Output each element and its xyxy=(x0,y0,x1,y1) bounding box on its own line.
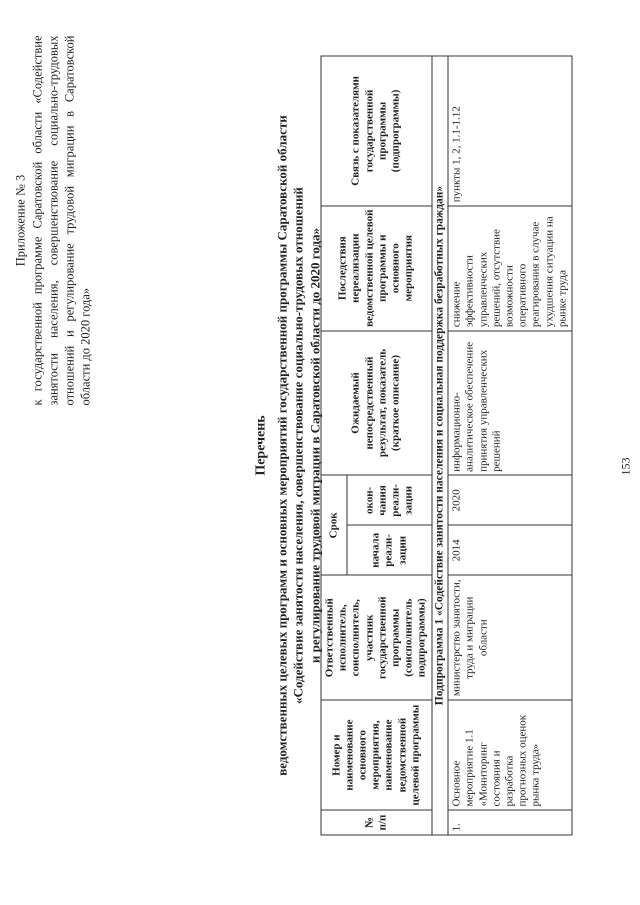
appendix-note xyxy=(12,35,93,405)
page-number: 153 xyxy=(618,457,632,475)
header-name: Номер и наименование основного мероприятия, наименование ведомственной целевой программы xyxy=(321,700,432,810)
header-row xyxy=(321,56,347,835)
appendix-text: к государственной программе Саратовской области «Содействие занятости населения, совершенствование социально-трудовых отношений и регулирование трудовой миграции в Саратовской области до 2020 года» xyxy=(30,35,92,405)
header-start: начала реали-зации xyxy=(347,525,431,575)
header-link: Связь с показателями государственной программы (подпрограммы) xyxy=(321,56,432,206)
row-consequences: снижение эффективности управленческих решений, отсутствие возможности оперативного реагирования в случае ухудшения ситуации на рынке труда xyxy=(448,205,572,330)
title-line-1: ведомственных целевых программ и основных мероприятий государственной программы Саратовской области xyxy=(273,114,289,776)
title-line-3: и регулирование трудовой миграции в Саратовской области до 2020 года» xyxy=(306,227,322,663)
subprogram-title: Подпрограмма 1 «Содействие занятости населения и социальная поддержка безработных граждан» xyxy=(431,56,448,835)
subprogram-row xyxy=(431,56,448,835)
header-consequences: Последствия нереализации ведомственной целевой программы и основного мероприятия xyxy=(321,205,432,330)
appendix-heading: Приложение № 3 xyxy=(13,174,27,266)
row-responsible: министерство занятости, труда и миграции области xyxy=(448,575,572,700)
measures-table xyxy=(320,55,572,835)
row-name: Основное мероприятие 1.1 «Мониторинг состояния и разработка прогнозных оценок рынка труда» xyxy=(448,700,572,810)
row-link: пункты 1, 2, 1.1-1.12 xyxy=(448,56,572,206)
table-row xyxy=(448,56,572,835)
row-result: информационно-аналитическое обеспечение принятия управленческих решений xyxy=(448,330,572,475)
title-line-2: «Содействие занятости населения, совершенствование социально-трудовых отношений xyxy=(290,186,306,704)
title-main: Перечень xyxy=(253,414,268,476)
row-num: 1. xyxy=(448,810,572,835)
header-term: Срок xyxy=(321,475,347,575)
header-responsible: Ответственный исполнитель, соисполнитель, участник государственной программы (соисполнитель подпрограммы) xyxy=(321,575,432,700)
row-end: 2020 xyxy=(448,475,572,525)
header-end: окон-чания реали-зации xyxy=(347,475,431,525)
header-num: № п/п xyxy=(321,810,432,835)
header-result: Ожидаемый непосредственный результат, показатель (краткое описание) xyxy=(321,330,432,475)
document-title xyxy=(252,15,323,875)
row-start: 2014 xyxy=(448,525,572,575)
